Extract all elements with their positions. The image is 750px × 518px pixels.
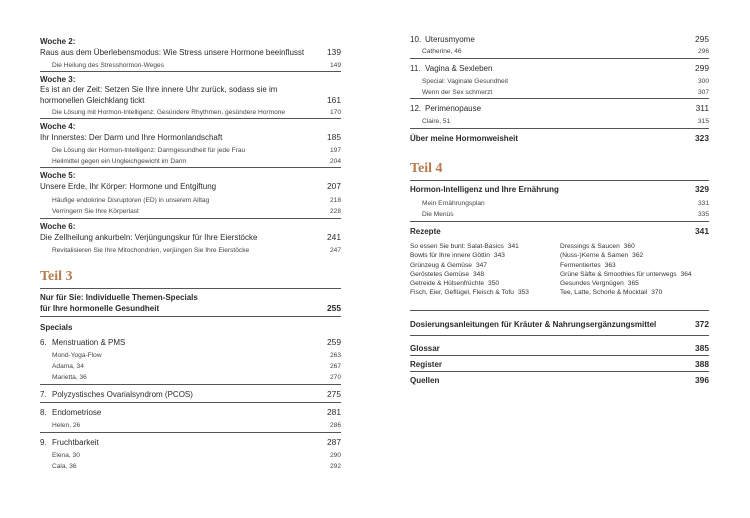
page-number: 286 [329,422,341,429]
rezepte-column-1 [410,242,560,298]
toc-register[interactable] [410,359,709,370]
rezepte-grid [410,242,709,298]
sub-entry-text: Häufige endokrine Disruptoren (ED) in unserem Alltag [52,197,210,204]
toc-special-10[interactable] [410,34,709,45]
specials-label: Specials [40,323,73,332]
divider [40,288,341,289]
page-number: 281 [327,407,341,417]
page-number: 353 [517,289,529,297]
entry-title: Hormon-Intelligenz und Ihre Ernährung [410,185,559,194]
page-number: 149 [329,62,341,69]
page-number: 385 [695,343,709,353]
entry-title: Fruchtbarkeit [52,438,99,447]
page-number: 295 [695,34,709,44]
page-number: 360 [623,243,635,250]
page-number: 299 [695,63,709,73]
divider [40,402,341,403]
sub-entry-text: Revitalisieren Sie Ihre Mitochondrien, verjüngen Sie Ihre Eierstöcke [52,247,250,254]
recipe-entry[interactable] [560,242,709,251]
page-number: 311 [695,103,709,113]
toc-sub-entry[interactable] [40,146,341,155]
divider [410,180,709,181]
divider [410,128,709,129]
recipe-text: Tee, Latte, Schorle & Mocktail [560,289,648,297]
entry-number: 10. [410,35,422,44]
sub-entry-text: Wenn der Sex schmerzt [422,89,493,96]
recipe-text: Fermentiertes [560,261,601,269]
recipe-entry[interactable] [410,279,560,288]
page-number: 396 [695,375,709,385]
page-number: 323 [695,133,709,143]
toc-woche6 [40,222,341,243]
toc-rezepte[interactable] [410,226,709,237]
divider [410,335,709,336]
sub-entry-text: Claire, 51 [422,118,451,125]
recipe-entry[interactable] [560,251,709,260]
recipe-text: Dressings & Saucen [560,243,620,250]
woche-label: Woche 4: [40,122,76,131]
divider [410,221,709,222]
recipe-text: Getreide & Hülsenfrüchte [410,280,485,288]
recipe-entry[interactable] [410,251,560,260]
entry-title: Glossar [410,344,440,353]
sub-entry-text: Helen, 26 [52,422,81,429]
sub-entry-text: Mond-Yoga-Flow [52,352,102,359]
woche-label: Woche 5: [40,171,76,180]
toc-dosierung[interactable] [410,319,709,330]
page-number: 185 [327,132,341,142]
woche-label: Woche 2: [40,37,76,46]
page-number: 364 [680,270,692,278]
entry-title: Endometriose [52,408,102,417]
recipe-entry[interactable] [410,242,560,251]
toc-special-8[interactable] [40,407,341,418]
page-number: 370 [651,289,663,297]
woche-title[interactable]: Ihr Innerstes: Der Darm und Ihre Hormonlandschaft [40,133,223,142]
page-number: 292 [329,463,341,470]
toc-sub-entry[interactable] [40,196,341,205]
recipe-entry[interactable] [560,288,709,297]
page-number: 139 [327,47,341,57]
page-number: 255 [327,303,341,313]
toc-sub-entry[interactable] [40,451,341,460]
toc-sub-entry[interactable] [40,373,341,382]
entry-title: Menstruation & PMS [52,338,126,347]
toc-special-11[interactable] [410,63,709,74]
recipe-text: Geröstetes Gemüse [410,270,470,278]
sub-entry-text: Elena, 30 [52,452,80,459]
entry-title: Perimenopause [425,104,482,113]
sub-entry-text: Die Lösung mit Hormon-Intelligenz: Gesündere Rhythmen, gesündere Hormone [52,109,286,116]
sub-entry-text: Verringern Sie Ihre Körperlast [52,208,139,215]
toc-sub-entry[interactable] [410,117,709,126]
toc-sub-entry[interactable] [410,199,709,208]
page-number: 362 [632,252,644,260]
entry-number: 6. [40,338,47,347]
entry-number: 11. [410,64,421,73]
page-number: 161 [327,95,341,105]
page-number: 259 [327,337,341,347]
page-number: 341 [507,243,519,250]
section-title: Nur für Sie: Individuelle Themen-Specials [40,293,198,302]
sub-entry-text: Marietta, 36 [52,374,87,381]
entry-title: Vagina & Sexleben [425,64,493,73]
page-number: 365 [627,280,639,288]
sub-entry-text: Heilmittel gegen ein Ungleichgewicht im Darm [52,158,187,165]
recipe-text: Gesundes Vergnügen [560,280,624,288]
page-number: 363 [604,261,616,269]
woche-title[interactable]: Raus aus dem Überlebensmodus: Wie Stress unsere Hormone beeinflusst [40,48,305,57]
sub-entry-text: Special: Vaginale Gesundheit [422,78,509,85]
divider [40,218,341,219]
divider [40,167,341,168]
toc-woche3 [40,75,341,106]
woche-title[interactable]: Unsere Erde, Ihr Körper: Hormone und Entgiftung [40,182,217,191]
toc-sub-entry[interactable] [410,77,709,86]
woche-title[interactable]: Die Zellheilung ankurbeln: Verjüngungskur für Ihre Eierstöcke [40,233,258,242]
section-title-cont: für Ihre hormonelle Gesundheit [40,304,160,313]
sub-entry-text: Adama, 34 [52,363,84,370]
page-number: 207 [327,181,341,191]
entry-title: Rezepte [410,227,441,236]
page-number: 241 [327,232,341,242]
page-number: 290 [329,452,341,459]
page-number: 267 [329,363,341,370]
toc-sub-entry[interactable] [40,207,341,216]
page-number: 372 [695,319,709,329]
sub-entry-text: Cala, 36 [52,463,77,470]
recipe-entry[interactable] [410,288,560,297]
toc-sub-entry[interactable] [40,462,341,471]
page-number: 350 [488,280,500,288]
toc-quellen[interactable] [410,375,709,386]
page-number: 197 [329,147,341,154]
toc-glossar[interactable] [410,343,709,354]
divider [410,58,709,59]
toc-special-12[interactable] [410,103,709,114]
divider [40,71,341,72]
entry-title: Dosierungsanleitungen für Kräuter & Nahrungsergänzungsmittel [410,320,657,329]
page-number: 307 [697,89,709,96]
page-number: 204 [329,158,341,165]
page-number: 300 [697,78,709,85]
toc-specials-title[interactable] [40,293,341,314]
toc-sub-entry[interactable] [40,362,341,371]
toc-woche2 [40,37,341,58]
sub-entry-text: Die Lösung der Hormon-Intelligenz: Darmgesundheit für jede Frau [52,147,246,154]
toc-sub-entry[interactable] [410,88,709,97]
page-number: 247 [329,247,341,254]
entry-number: 9. [40,438,47,447]
divider [410,310,709,311]
divider [40,432,341,433]
woche-title-cont[interactable]: hormonellen Gleichklang tickt [40,96,145,105]
sub-entry-text: Die Heilung des Stresshormon-Weges [52,62,165,69]
entry-title: Quellen [410,376,440,385]
toc-sub-entry[interactable] [40,61,341,70]
toc-sub-entry[interactable] [410,47,709,56]
recipe-text: Grüne Säfte & Smoothies für unterwegs [560,270,677,278]
recipe-text: So essen Sie bunt: Salat-Basics [410,243,504,250]
sub-entry-text: Die Menüs [422,211,454,218]
toc-special-9[interactable] [40,437,341,448]
page-number: 331 [697,200,709,207]
woche-title[interactable]: Es ist an der Zeit: Setzen Sie Ihre innere Uhr zurück, sodass sie im [40,85,278,94]
divider [410,371,709,372]
entry-title: Uterusmyome [425,35,475,44]
recipe-entry[interactable] [560,261,709,270]
page-number: 343 [493,252,505,260]
entry-number: 12. [410,104,422,113]
toc-ernaehrung[interactable] [410,184,709,195]
toc-weisheit[interactable] [410,133,709,144]
toc-special-6[interactable] [40,337,341,348]
toc-sub-entry[interactable] [410,210,709,219]
page-number: 335 [697,211,709,218]
page-number: 348 [473,270,485,278]
page-number: 287 [327,437,341,447]
toc-woche4 [40,122,341,143]
recipe-text: Bowls für Ihre innere Göttin [410,252,490,260]
entry-title: Register [410,360,443,369]
toc-sub-entry[interactable] [40,351,341,360]
page-number: 263 [329,352,341,359]
page-number: 315 [697,118,709,125]
divider [410,355,709,356]
page-number: 347 [475,261,487,269]
page-number: 275 [327,389,341,399]
page-number: 388 [695,359,709,369]
sub-entry-text: Mein Ernährungsplan [422,200,485,207]
page-number: 270 [329,374,341,381]
recipe-text: (Nuss-)Kerne & Samen [560,252,629,260]
woche-label: Woche 6: [40,222,76,231]
sub-entry-text: Catherine, 46 [422,48,462,55]
recipe-entry[interactable] [410,261,560,270]
divider [40,118,341,119]
recipe-entry[interactable] [560,270,709,279]
divider [40,384,341,385]
toc-sub-entry[interactable] [40,108,341,117]
rezepte-column-2 [560,242,709,298]
recipe-text: Grünzeug & Gemüse [410,261,472,269]
recipe-text: Fisch, Eier, Geflügel, Fleisch & Tofu [410,289,514,297]
toc-special-7[interactable] [40,389,341,400]
page-number: 296 [697,48,709,55]
part-heading-teil3: Teil 3 [40,269,73,284]
recipe-entry[interactable] [410,270,560,279]
entry-title: Polyzystisches Ovarialsyndrom (PCOS) [52,390,193,399]
entry-number: 8. [40,408,47,417]
woche-label: Woche 3: [40,75,76,84]
toc-sub-entry[interactable] [40,421,341,430]
page-number: 218 [329,197,341,204]
toc-sub-entry[interactable] [40,157,341,166]
page-number: 329 [695,184,709,194]
toc-woche5 [40,171,341,192]
page-number: 228 [329,208,341,215]
entry-title: Über meine Hormonweisheit [410,134,519,143]
page-number: 170 [329,109,341,116]
divider [410,98,709,99]
part-heading-teil4: Teil 4 [410,161,443,176]
divider [40,316,341,317]
entry-number: 7. [40,390,47,399]
toc-sub-entry[interactable] [40,246,341,255]
page-number: 341 [695,226,709,236]
recipe-entry[interactable] [560,279,709,288]
